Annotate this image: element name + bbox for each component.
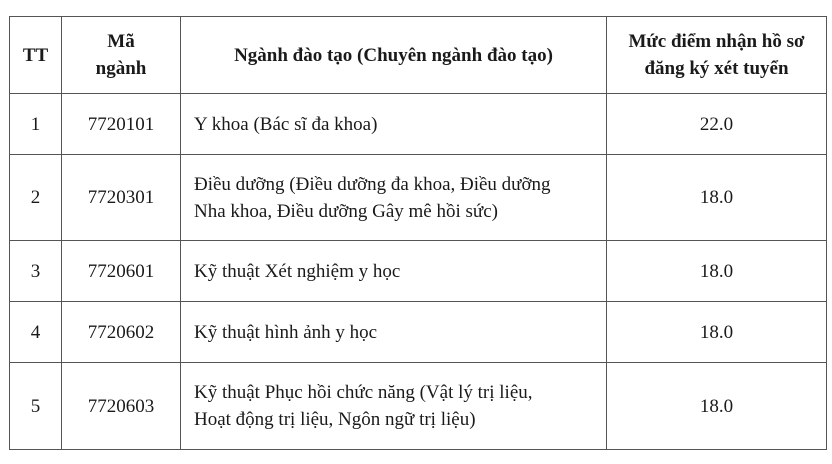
threshold-score: 18.0	[607, 155, 827, 241]
header-tt	[10, 17, 62, 94]
admission-table-container	[9, 16, 826, 450]
program-code: 7720301	[62, 155, 181, 241]
table-row	[10, 94, 827, 155]
program-name	[181, 155, 607, 241]
table-header-row	[10, 17, 827, 94]
threshold-score: 18.0	[607, 363, 827, 450]
program-name	[181, 363, 607, 450]
header-code-line2: ngành	[95, 58, 147, 79]
header-score-line1: Mức điểm nhận hồ sơ	[628, 31, 805, 52]
program-code: 7720101	[62, 94, 181, 155]
threshold-score: 18.0	[607, 241, 827, 302]
program-code: 7720601	[62, 241, 181, 302]
header-code-line1: Mã	[107, 31, 135, 52]
header-program-label: Ngành đào tạo (Chuyên ngành đào tạo)	[234, 44, 553, 66]
program-name-line1: Kỹ thuật hình ảnh y học	[194, 321, 378, 343]
program-name-line2: Nha khoa, Điều dưỡng Gây mê hồi sức)	[194, 200, 498, 222]
program-name	[181, 241, 607, 302]
program-name-line1: Điều dưỡng (Điều dưỡng đa khoa, Điều dưỡng	[194, 173, 551, 195]
table-row	[10, 302, 827, 363]
program-name	[181, 302, 607, 363]
row-number: 4	[10, 302, 62, 363]
row-number: 3	[10, 241, 62, 302]
threshold-score: 18.0	[607, 302, 827, 363]
header-program-code	[62, 17, 181, 94]
header-tt-label: TT	[22, 44, 49, 66]
program-name-line1: Kỹ thuật Phục hồi chức năng (Vật lý trị liệu,	[194, 382, 533, 403]
header-program-name	[181, 17, 607, 94]
program-code: 7720602	[62, 302, 181, 363]
admission-score-table	[9, 16, 827, 450]
program-code: 7720603	[62, 363, 181, 450]
table-row	[10, 363, 827, 450]
threshold-score: 22.0	[607, 94, 827, 155]
row-number: 5	[10, 363, 62, 450]
program-name	[181, 94, 607, 155]
program-name-line1: Y khoa (Bác sĩ đa khoa)	[194, 113, 378, 135]
program-name-line1: Kỹ thuật Xét nghiệm y học	[194, 260, 401, 282]
table-row	[10, 241, 827, 302]
row-number: 2	[10, 155, 62, 241]
header-score-line2: đăng ký xét tuyển	[644, 58, 789, 79]
row-number: 1	[10, 94, 62, 155]
table-row	[10, 155, 827, 241]
header-score	[607, 17, 827, 94]
program-name-line2: Hoạt động trị liệu, Ngôn ngữ trị liệu)	[194, 409, 476, 430]
